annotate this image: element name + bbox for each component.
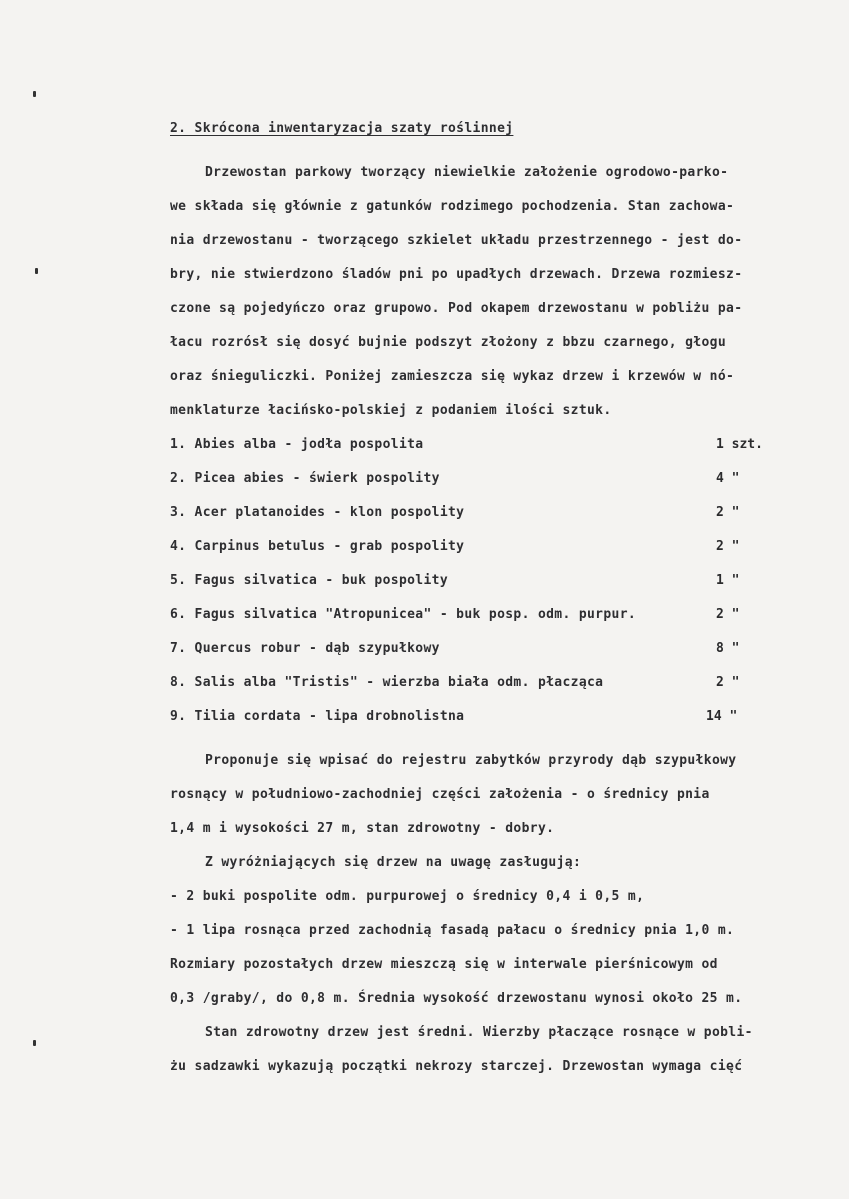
margin-mark [35, 268, 38, 274]
species-name: 1. Abies alba - jodła pospolita [170, 437, 424, 452]
intro-line: we składa się głównie z gatunków rodzimego pochodzenia. Stan zachowa- [170, 199, 735, 214]
body-line: Stan zdrowotny drzew jest średni. Wierzby płaczące rosnące w pobli- [205, 1025, 753, 1040]
intro-line: czone są pojedyńczo oraz grupowo. Pod okapem drzewostanu w pobliżu pa- [170, 301, 743, 316]
species-qty: 1 szt. [716, 437, 763, 452]
species-qty: 14 " [706, 709, 738, 724]
intro-line: oraz śnieguliczki. Poniżej zamieszcza się wykaz drzew i krzewów w nó- [170, 369, 735, 384]
body-line: Rozmiary pozostałych drzew mieszczą się w interwale pierśnicowym od [170, 957, 718, 972]
intro-line: Drzewostan parkowy tworzący niewielkie założenie ogrodowo-parko- [205, 165, 729, 180]
species-qty: 8 " [716, 641, 740, 656]
body-line: Z wyróżniających się drzew na uwagę zasługują: [205, 855, 582, 870]
species-name: 4. Carpinus betulus - grab pospolity [170, 539, 465, 554]
intro-line: menklaturze łacińsko-polskiej z podaniem ilości sztuk. [170, 403, 612, 418]
body-line: - 1 lipa rosnąca przed zachodnią fasadą pałacu o średnicy pnia 1,0 m. [170, 923, 735, 938]
species-name: 2. Picea abies - świerk pospolity [170, 471, 440, 486]
species-name: 6. Fagus silvatica "Atropunicea" - buk posp. odm. purpur. [170, 607, 637, 622]
species-qty: 2 " [716, 607, 740, 622]
intro-line: łacu rozrósł się dosyć bujnie podszyt złożony z bbzu czarnego, głogu [170, 335, 727, 350]
species-name: 3. Acer platanoides - klon pospolity [170, 505, 465, 520]
intro-line: bry, nie stwierdzono śladów pni po upadłych drzewach. Drzewa rozmiesz- [170, 267, 743, 282]
body-line: 0,3 /graby/, do 0,8 m. Średnia wysokość drzewostanu wynosi około 25 m. [170, 991, 743, 1006]
body-line: 1,4 m i wysokości 27 m, stan zdrowotny - dobry. [170, 821, 555, 836]
body-line: rosnący w południowo-zachodniej części założenia - o średnicy pnia [170, 787, 710, 802]
species-qty: 2 " [716, 505, 740, 520]
species-name: 5. Fagus silvatica - buk pospolity [170, 573, 449, 588]
margin-mark [33, 1040, 36, 1046]
species-qty: 2 " [716, 675, 740, 690]
species-name: 7. Quercus robur - dąb szypułkowy [170, 641, 440, 656]
body-line: - 2 buki pospolite odm. purpurowej o średnicy 0,4 i 0,5 m, [170, 889, 645, 904]
species-name: 9. Tilia cordata - lipa drobnolistna [170, 709, 465, 724]
species-qty: 1 " [716, 573, 740, 588]
species-name: 8. Salis alba "Tristis" - wierzba biała odm. płacząca [170, 675, 604, 690]
species-qty: 2 " [716, 539, 740, 554]
intro-line: nia drzewostanu - tworzącego szkielet układu przestrzennego - jest do- [170, 233, 743, 248]
section-heading: 2. Skrócona inwentaryzacja szaty roślinnej [170, 121, 514, 136]
species-qty: 4 " [716, 471, 740, 486]
margin-mark [33, 91, 36, 97]
body-line: Proponuje się wpisać do rejestru zabytków przyrody dąb szypułkowy [205, 753, 737, 768]
body-line: żu sadzawki wykazują początki nekrozy starczej. Drzewostan wymaga cięć [170, 1059, 743, 1074]
